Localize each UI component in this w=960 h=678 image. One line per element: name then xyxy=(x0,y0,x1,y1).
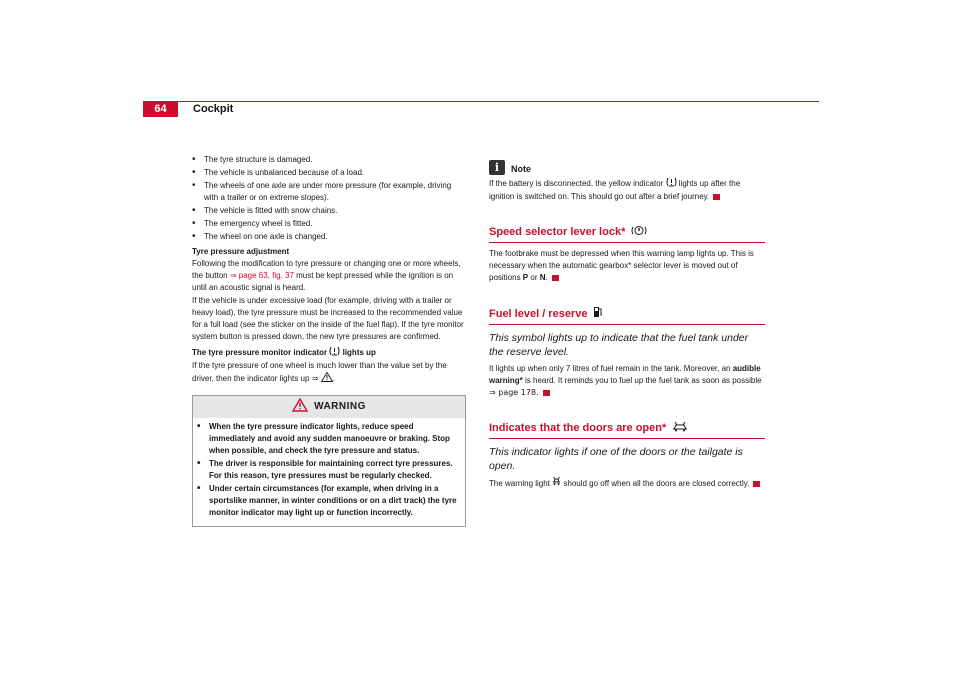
fuel-lead-text: This symbol lights up to indicate that the fuel tank under the reserve level. xyxy=(489,332,749,358)
end-mark xyxy=(543,390,550,396)
right-column xyxy=(489,160,765,492)
warning-header xyxy=(193,396,465,418)
warning-item: • Under certain circumstances (for example, when driving in a sportslike manner, in winter conditions or on a dirt track) the tyre monitor indicator may light up or function incorrectly. xyxy=(197,483,457,517)
tyre-pressure-icon xyxy=(329,346,340,360)
page-reference-link[interactable]: ⇒ page 63, fig. 37 xyxy=(229,271,294,280)
door-open-icon xyxy=(672,421,688,435)
list-item: • The tyre structure is damaged. xyxy=(192,154,313,165)
heading-speed-selector: Speed selector lever lock* xyxy=(489,225,765,243)
end-mark xyxy=(552,275,559,281)
warning-item: • When the tyre pressure indicator lights, reduce speed immediately and avoid any sudden manoeuvre or braking. Stop when possible, and check the tyre pressure and status. xyxy=(197,421,450,455)
warning-triangle-icon xyxy=(292,398,308,416)
note-header xyxy=(489,160,765,175)
adjust-paragraph-1: Following the modification to tyre pressure or changing one or more wheels, the button ⇒ page 63, fig. 37 must be kept pressed while the ignition is on until an acoustic signal is heard. xyxy=(192,259,461,292)
list-item: • The emergency wheel is fitted. xyxy=(192,218,313,229)
subheading-tyre-monitor: The tyre pressure monitor indicator lights up xyxy=(192,346,466,360)
info-icon: i xyxy=(489,160,505,175)
warning-triangle-icon xyxy=(321,372,333,386)
speed-selector-paragraph: The footbrake must be depressed when this warning lamp lights up. This is necessary when the automatic gearbox* selector lever is moved out of positions P or N. xyxy=(489,249,754,282)
tyre-pressure-icon xyxy=(666,177,677,191)
warning-box xyxy=(192,395,466,527)
heading-fuel-level: Fuel level / reserve xyxy=(489,306,765,325)
list-item: • The vehicle is fitted with snow chains. xyxy=(192,205,338,216)
page-title: Cockpit xyxy=(193,103,234,115)
list-item: • The wheel on one axle is changed. xyxy=(192,231,328,242)
warning-item: • The driver is responsible for maintaining correct tyre pressures. For this reason, tyre pressures must be regularly checked. xyxy=(197,458,453,480)
fuel-paragraph: It lights up when only 7 litres of fuel remain in the tank. Moreover, an audible warning* is heard. It reminds you to fuel up the fuel tank as soon as possible ⇒ page 178. xyxy=(489,364,762,397)
list-item: • The wheels of one axle are under more pressure (for example, driving with a trailer or on extreme slopes). xyxy=(192,180,452,202)
heading-doors-open: Indicates that the doors are open* xyxy=(489,421,765,439)
note-paragraph: If the battery is disconnected, the yellow indicator lights up after the ignition is switched on. This should go out after a brief journey. xyxy=(489,177,765,203)
list-item: • The vehicle is unbalanced because of a load. xyxy=(192,167,365,178)
doors-paragraph: The warning light should go off when all the doors are closed correctly. xyxy=(489,477,765,491)
subheading-tyre-pressure-adjustment: Tyre pressure adjustment xyxy=(192,247,290,256)
page-reference: ⇒ page 178. xyxy=(489,388,539,397)
left-column xyxy=(192,154,466,527)
gear-lever-lock-icon xyxy=(631,225,647,239)
end-mark xyxy=(713,194,720,200)
end-mark xyxy=(753,481,760,487)
page-number: 64 xyxy=(143,101,178,117)
warning-title: WARNING xyxy=(314,401,366,412)
note-title: Note xyxy=(511,164,531,174)
monitor-paragraph: If the tyre pressure of one wheel is much lower than the value set by the driver, then the indicator lights up ⇒ . xyxy=(192,360,466,386)
fuel-pump-icon xyxy=(593,306,603,321)
adjust-paragraph-2: If the vehicle is under excessive load (for example, driving with a trailer or heavy load), the tyre pressure must be increased to the recommended value for a full load (see the sticker on the inside of the fuel flap). If the tyre monitor system button is pressed down, the new tyre pressures are confirmed. xyxy=(192,296,464,341)
doors-lead-text: This indicator lights if one of the doors or the tailgate is open. xyxy=(489,446,743,472)
header-rule xyxy=(143,101,819,102)
door-open-icon xyxy=(552,477,561,491)
